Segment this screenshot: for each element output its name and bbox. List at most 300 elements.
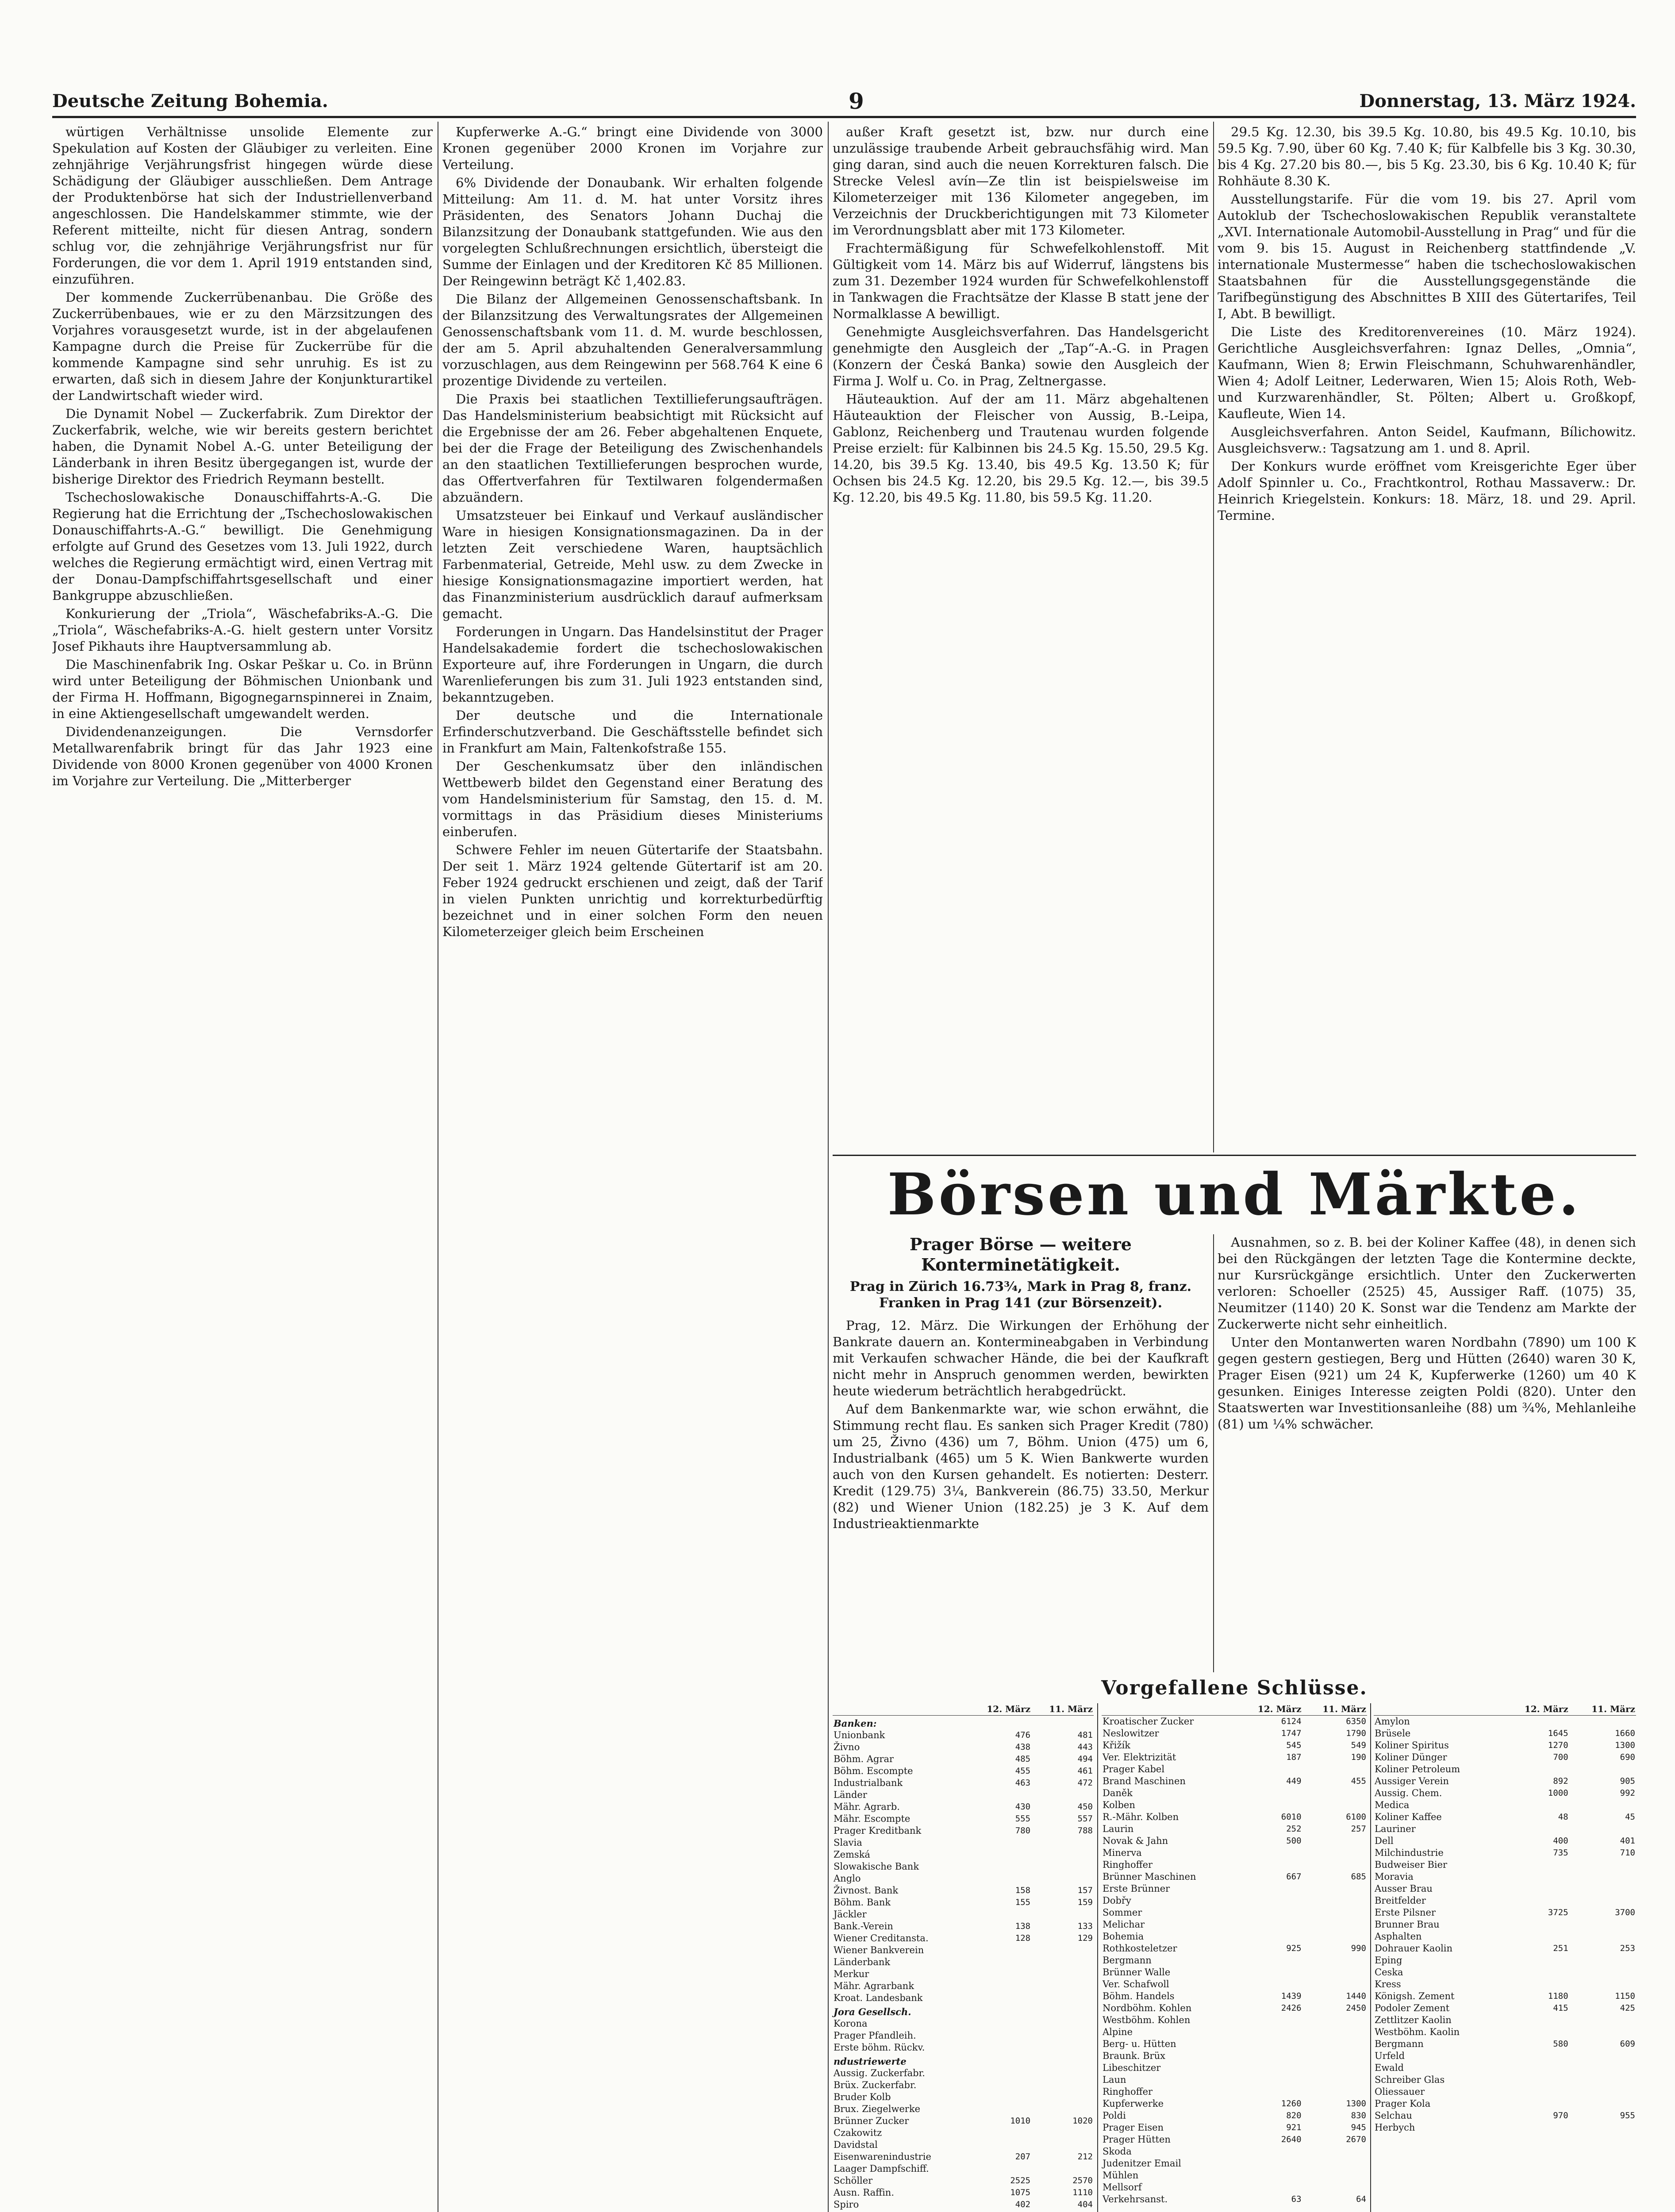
- quote-value: [1569, 2014, 1636, 2026]
- quote-row: [1374, 2098, 1636, 2110]
- article-paragraph: Die Dynamit Nobel — Zuckerfabrik. Zum Direktor der Zuckerfabrik, welche, wie wir bereits gestern berichtet haben, die Dynamit Nobel A.-G. unter Beteiligung der Länderbank in ihren Besitz übergegangen ist, wurde der bisherige Direktor des Friedrich Reymann bestellt.: [52, 406, 433, 487]
- security-name: Länderbank: [834, 1957, 891, 1967]
- security-name: Länder: [834, 1790, 867, 1800]
- security-name: Amylon: [1375, 1716, 1410, 1727]
- quote-value: [1569, 1966, 1636, 1978]
- quote-value: [1302, 2026, 1367, 2038]
- quote-value: 64: [1356, 2194, 1366, 2204]
- quote-value: 788: [1077, 1826, 1093, 1836]
- quote-value: [969, 2030, 1031, 2042]
- quote-row: [1102, 1895, 1367, 1907]
- quote-row: [1374, 1978, 1636, 1990]
- security-name: Oliessauer: [1375, 2086, 1425, 2097]
- security-name: R.-Mähr. Kolben: [1103, 1812, 1179, 1822]
- quote-row: [1374, 2026, 1636, 2038]
- security-name: Merkur: [834, 1969, 869, 1979]
- quote-value: [1302, 1978, 1367, 1990]
- quote-row: [1374, 1871, 1636, 1883]
- security-name: Ringhoffer: [1103, 2086, 1153, 2097]
- market-report-column-2: [1218, 1234, 1636, 1677]
- quote-value: [969, 2163, 1031, 2175]
- quote-value: 207: [1015, 2152, 1031, 2162]
- quote-value: [1302, 2170, 1367, 2181]
- security-name: Braunk. Brüx: [1103, 2051, 1165, 2061]
- quote-row: [1102, 1943, 1367, 1955]
- quote-row: [833, 1789, 1094, 1801]
- article-paragraph: Kupferwerke A.-G.“ bringt eine Dividende von 3000 Kronen gegenüber 2000 Kronen im Vorjahre zur Verteilung.: [442, 124, 823, 172]
- security-name: Herbych: [1375, 2122, 1415, 2133]
- quote-row: [1374, 1811, 1636, 1823]
- quote-value: [969, 1909, 1031, 1920]
- quote-row: [1102, 1751, 1367, 1763]
- quote-value: [1237, 1763, 1302, 1775]
- quote-value: [1569, 1931, 1636, 1943]
- article-paragraph: Ausgleichsverfahren. Anton Seidel, Kaufmann, Bílichowitz. Ausgleichsverw.: Tagsatzung am 1. und 8. April.: [1218, 424, 1636, 456]
- security-name: Kroatischer Zucker: [1103, 1716, 1194, 1727]
- security-name: Czakowitz: [834, 2128, 882, 2138]
- quote-value: [1031, 1992, 1094, 2004]
- quote-value: [1031, 2139, 1094, 2151]
- quote-value: 48: [1558, 1812, 1568, 1822]
- quote-value: [1302, 2158, 1367, 2170]
- quote-value: [969, 2091, 1031, 2103]
- quote-value: [1302, 2014, 1367, 2026]
- security-name: Milchindustrie: [1375, 1847, 1444, 1858]
- quote-value: 2426: [1281, 2003, 1302, 2013]
- security-name: Korona: [834, 2018, 868, 2029]
- quote-value: 6350: [1346, 1717, 1366, 1726]
- security-name: Eping: [1375, 1955, 1402, 1966]
- security-name: Brand Maschinen: [1103, 1776, 1186, 1786]
- security-name: Neslowitzer: [1103, 1728, 1159, 1739]
- quote-value: 450: [1077, 1802, 1093, 1812]
- article-paragraph: Genehmigte Ausgleichsverfahren. Das Handelsgericht genehmigte den Ausgleich der „Tap“-A.-G. in Pragen (Konzern der Česká Banka) sowie den Ausgleich der Firma J. Wolf u. Co. in Prag, Zeltnergasse.: [833, 324, 1209, 388]
- security-name: Novak & Jahn: [1103, 1836, 1168, 1846]
- quote-row: [833, 1849, 1094, 1861]
- quote-value: [1031, 2127, 1094, 2139]
- security-name: Erste Brünner: [1103, 1883, 1170, 1894]
- quote-value: [1237, 2038, 1302, 2050]
- quote-row: [833, 1885, 1094, 1897]
- quote-value: [1237, 2181, 1302, 2193]
- quote-value: 1660: [1615, 1728, 1635, 1738]
- quote-row: [1102, 1835, 1367, 1847]
- quote-value: 129: [1077, 1933, 1093, 1943]
- quote-row: [1102, 2050, 1367, 2062]
- quote-value: [1237, 2026, 1302, 2038]
- article-paragraph: Häuteauktion. Auf der am 11. März abgehaltenen Häuteauktion der Fleischer von Aussig, B.-Leipa, Gablonz, Reichenberg und Trautenau wurden folgende Preise erzielt: für Kalbinnen bis 24.5 Kg. 15.50, 29.5 Kg. 14.20, bis 39.5 Kg. 13.40, bis 49.5 Kg. 13.50 K; für Ochsen bis 24.5 Kg. 12.20, bis 29.5 Kg. 12.—, bis 39.5 Kg. 12.20, bis 49.5 Kg. 11.80, bis 59.5 Kg. 11.20.: [833, 392, 1209, 505]
- quote-value: 549: [1351, 1740, 1366, 1750]
- quote-value: 400: [1553, 1836, 1568, 1846]
- quote-value: 945: [1351, 2123, 1366, 2132]
- article-paragraph: Umsatzsteuer bei Einkauf und Verkauf ausländischer Ware in hiesigen Konsignationsmagazinen. Da in der letzten Zeit verschiedene Waren, hauptsächlich Farbenmaterial, Getreide, Mehl usw. zu dem Zwecke in hiesige Konsignationsmagazine importiert werden, hat das Finanzministerium ausdrücklich darauf aufmerksam gemacht.: [442, 508, 823, 621]
- quote-value: [1502, 1931, 1569, 1943]
- section-rule: [833, 1155, 1636, 1156]
- article-paragraph: Unter den Montanwerten waren Nordbahn (7890) um 100 K gegen gestern gestiegen, Berg und Hütten (2640) waren 30 K, Prager Eisen (921) um 24 K, Kupferwerke (1260) um 40 K gesunken. Einiges Interesse zeigten Poldi (820). Unter den Staatswerten war Investitionsanleihe (88) um ¾%, Mehlanleihe (81) um ¼% schwächer.: [1218, 1335, 1636, 1432]
- quote-value: [1502, 1919, 1569, 1931]
- quote-row: [1102, 1883, 1367, 1895]
- quote-row: [1374, 1751, 1636, 1763]
- page-header: [52, 88, 1636, 117]
- security-name: Wiener Creditansta.: [834, 1933, 929, 1943]
- security-name: Brux. Ziegelwerke: [834, 2104, 921, 2114]
- quote-value: 251: [1553, 1943, 1568, 1953]
- article-paragraph: Der kommende Zuckerrübenanbau. Die Größe des Zuckerrübenbaues, wie er zu den Märzsitzungen des Vorjahres vorausgesetzt wurde, ist in der abgelaufenen Kampagne durch die Preise für Zuckerrübe für die kommende Kampagne sind sehr unruhig. Es ist zu erwarten, daß sich in diesem Jahre der Konjunkturartikel der Landwirtschaft wieder wird.: [52, 290, 433, 403]
- quote-value: 892: [1553, 1776, 1568, 1786]
- quotes-table-2: [1102, 1703, 1367, 2205]
- security-name: Mähr. Agrarbank: [834, 1981, 914, 1991]
- quote-value: [1031, 2103, 1094, 2115]
- quote-row: [1374, 1859, 1636, 1871]
- quote-value: 690: [1620, 1752, 1635, 1762]
- quote-row: [1102, 2134, 1367, 2146]
- security-name: Prager Kreditbank: [834, 1825, 922, 1836]
- article-paragraph: Die Maschinenfabrik Ing. Oskar Peškar u. Co. in Brünn wird unter Beteiligung der Böhmischen Unionbank und der Firma H. Hoffmann, Bigognegarnspinnerei in Znaim, in eine Aktiengesellschaft umgewandelt werden.: [52, 657, 433, 721]
- quote-value: [1031, 1909, 1094, 1920]
- quote-value: [1237, 2086, 1302, 2098]
- quote-row: [833, 2187, 1094, 2199]
- quote-value: [1031, 1944, 1094, 1956]
- security-name: Kroat. Landesbank: [834, 1993, 923, 2003]
- quote-value: [1569, 1883, 1636, 1895]
- quote-row: [1102, 1740, 1367, 1751]
- quote-value: 955: [1620, 2111, 1635, 2120]
- quote-value: 190: [1351, 1752, 1366, 1762]
- quote-value: [1502, 2086, 1569, 2098]
- quote-value: 1270: [1548, 1740, 1568, 1750]
- quote-value: [1302, 2086, 1367, 2098]
- quote-value: 455: [1351, 1776, 1366, 1786]
- security-name: Industrialbank: [834, 1778, 903, 1788]
- security-name: Erste böhm. Rückv.: [834, 2042, 925, 2053]
- quote-row: [1102, 2158, 1367, 2170]
- quote-value: 735: [1553, 1848, 1568, 1858]
- quote-value: [969, 2079, 1031, 2091]
- security-name: Brüsele: [1375, 1728, 1411, 1739]
- quote-value: [1302, 1883, 1367, 1895]
- quote-row: [833, 2067, 1094, 2079]
- column-header: 12. März: [969, 1703, 1031, 1716]
- quote-value: [1302, 1955, 1367, 1966]
- security-name: Davidstal: [834, 2139, 878, 2150]
- security-name: Budweiser Bier: [1375, 1859, 1448, 1870]
- quote-row: [833, 2127, 1094, 2139]
- quote-value: [1502, 1823, 1569, 1835]
- quote-value: 609: [1620, 2039, 1635, 2049]
- quote-row: [1102, 2026, 1367, 2038]
- quote-value: [1502, 2122, 1569, 2134]
- quote-row: [1374, 2086, 1636, 2098]
- security-name: Berg- u. Hütten: [1103, 2039, 1176, 2049]
- article-paragraph: 29.5 Kg. 12.30, bis 39.5 Kg. 10.80, bis 49.5 Kg. 10.10, bis 59.5 Kg. 7.90, über 60 Kg. 7.40 K; für Kalbfelle bis 3 Kg. 30.30, bis 4 Kg. 27.20 bis 80.—, bis 5 Kg. 23.30, bis 6 Kg. 10.40 K; für Rohhäute 8.30 K.: [1218, 124, 1636, 188]
- security-name: Verkehrsanst.: [1103, 2194, 1168, 2204]
- quote-value: [1237, 1907, 1302, 1919]
- quote-value: [1569, 1823, 1636, 1835]
- quote-value: [1502, 1763, 1569, 1775]
- quote-value: [1569, 1763, 1636, 1775]
- article-paragraph: Konkurierung der „Triola“, Wäschefabriks-A.-G. Die „Triola“, Wäschefabriks-A.-G. hielt gestern unter Vorsitz Josef Pikhauts ihre Hauptversammlung ab.: [52, 606, 433, 654]
- quote-row: [833, 1825, 1094, 1837]
- quote-value: [1302, 2181, 1367, 2193]
- quote-value: 415: [1553, 2003, 1568, 2013]
- security-name: Sommer: [1103, 1907, 1142, 1918]
- security-name: Ausser Brau: [1375, 1883, 1433, 1894]
- quote-value: [969, 1992, 1031, 2004]
- quote-row: [1374, 1919, 1636, 1931]
- security-name: Brunner Brau: [1375, 1919, 1440, 1930]
- quote-row: [1102, 2074, 1367, 2086]
- quote-value: [1502, 1799, 1569, 1811]
- security-name: Skoda: [1103, 2146, 1132, 2157]
- quote-value: [1031, 2091, 1094, 2103]
- quote-value: [1302, 1835, 1367, 1847]
- quote-row: [833, 1753, 1094, 1765]
- quote-row: [833, 1777, 1094, 1789]
- security-name: Breitfelder: [1375, 1895, 1426, 1906]
- quote-value: [1302, 1895, 1367, 1907]
- quote-value: [1031, 1873, 1094, 1885]
- quote-row: [1374, 1847, 1636, 1859]
- quote-row: [833, 1932, 1094, 1944]
- quote-value: 476: [1015, 1730, 1031, 1740]
- issue-date: Donnerstag, 13. März 1924.: [1359, 91, 1636, 111]
- quote-value: [1569, 2122, 1636, 2134]
- quote-value: [1302, 1799, 1367, 1811]
- quote-value: 685: [1351, 1872, 1366, 1882]
- quote-row: [1102, 1907, 1367, 1919]
- quote-value: [1569, 2098, 1636, 2110]
- quote-value: [1569, 2026, 1636, 2038]
- quote-value: [1569, 1955, 1636, 1966]
- article-paragraph: Die Praxis bei staatlichen Textillieferungsaufträgen. Das Handelsministerium beabsichtigt mit Rücksicht auf die Ergebnisse der am 26. Feber abgehaltenen Enquete, bei der die Frage der Beteiligung des Zwischenhandels an den staatlichen Textillieferungen besprochen wurde, das Offertverfahren für Textilwaren folgendermaßen abzuändern.: [442, 392, 823, 505]
- column-header: [1102, 1703, 1237, 1716]
- quote-row: [1102, 2146, 1367, 2158]
- security-name: Böhm. Agrar: [834, 1754, 894, 1764]
- quote-value: [1302, 1859, 1367, 1871]
- quote-row: [833, 1897, 1094, 1909]
- quote-value: 1440: [1346, 1991, 1366, 2001]
- quote-value: 2670: [1346, 2135, 1366, 2144]
- quote-row: [833, 1765, 1094, 1777]
- security-name: Unionbank: [834, 1730, 885, 1740]
- quote-row: [1374, 1775, 1636, 1787]
- security-name: Minerva: [1103, 1847, 1142, 1858]
- quote-row: [1374, 1966, 1636, 1978]
- quote-value: 6100: [1346, 1812, 1366, 1822]
- article-column-1: [52, 124, 433, 2212]
- quote-value: [1502, 1716, 1569, 1728]
- quote-value: 158: [1015, 1886, 1031, 1895]
- security-name: Judenitzer Email: [1103, 2158, 1181, 2169]
- quote-value: [1302, 1966, 1367, 1978]
- quote-value: 700: [1553, 1752, 1568, 1762]
- security-name: Brünner Zucker: [834, 2116, 909, 2126]
- quote-row: [833, 1873, 1094, 1885]
- security-name: Laager Dampfschiff.: [834, 2163, 929, 2174]
- quote-value: [969, 2139, 1031, 2151]
- security-name: Königsh. Zement: [1375, 1991, 1455, 2001]
- quote-value: 1790: [1346, 1728, 1366, 1738]
- quote-row: [1102, 2086, 1367, 2098]
- quote-row: [1374, 1763, 1636, 1775]
- market-report-column-1: [833, 1234, 1209, 1677]
- quote-row: [1102, 1728, 1367, 1740]
- quote-value: 905: [1620, 1776, 1635, 1786]
- article-paragraph: Tschechoslowakische Donauschiffahrts-A.-G. Die Regierung hat die Errichtung der „Tschechoslowakischen Donauschiffahrts-A.-G.“ bewilligt. Die Genehmigung erfolgte auf Grund des Gesetzes vom 13. Juli 1922, durch welches die Regierung ermächtigt wird, einen Vertrag mit der Donau-Dampfschiffahrtsgesellschaft und einer Bankgruppe abzuschließen.: [52, 490, 433, 603]
- quote-row: [1102, 1931, 1367, 1943]
- quote-value: [1302, 2050, 1367, 2062]
- security-name: Westböhm. Kaolin: [1375, 2027, 1460, 2037]
- quote-value: [1031, 1837, 1094, 1849]
- quote-value: 212: [1077, 2152, 1093, 2162]
- security-name: Brünner Maschinen: [1103, 1871, 1196, 1882]
- quote-row: [1374, 1716, 1636, 1728]
- quote-row: [1102, 1859, 1367, 1871]
- quote-value: [969, 2018, 1031, 2030]
- quote-value: [969, 1873, 1031, 1885]
- quote-value: [1031, 1849, 1094, 1861]
- quote-value: [1237, 2170, 1302, 2181]
- quote-value: [969, 1980, 1031, 1992]
- security-name: Libeschitzer: [1103, 2062, 1161, 2073]
- quote-value: [1502, 2098, 1569, 2110]
- quote-row: [1102, 1763, 1367, 1775]
- quote-value: [1237, 1919, 1302, 1931]
- security-name: Bergmann: [1375, 2039, 1424, 2049]
- quote-value: 257: [1351, 1824, 1366, 1834]
- quote-row: [1374, 2110, 1636, 2122]
- article-paragraph: Ausstellungstarife. Für die vom 19. bis 27. April vom Autoklub der Tschechoslowakischen Republik veranstaltete „XVI. Internationale Automobil-Ausstellung in Prag“ und für die vom 9. bis 15. August in Reichenberg stattfindende „V. internationale Mustermesse“ haben die tschechoslowakischen Staatsbahnen für die Ausstellungsgegenstände die Tarifbegünstigung des Abschnittes B XIII des Gütertarifes, Teil I, Abt. B bewilligt.: [1218, 192, 1636, 321]
- column-header: [1374, 1703, 1502, 1716]
- quote-value: 3725: [1548, 1908, 1568, 1917]
- quote-value: 667: [1286, 1872, 1302, 1882]
- quote-value: [1237, 1883, 1302, 1895]
- quote-value: [1302, 2146, 1367, 2158]
- article-paragraph: Ausnahmen, so z. B. bei der Koliner Kaffee (48), in denen sich bei den Rückgängen der letzten Tage die Kontermine deckte, nur Kursrückgänge ersichtlich. Unter den Zuckerwerten verloren: Schoeller (2525) 45, Aussiger Raff. (1075) 35, Neumitzer (1140) 20 K. Sonst war die Tendenz am Markte der Zuckerwerte nicht sehr einheitlich.: [1218, 1235, 1636, 1332]
- newspaper-name: Deutsche Zeitung Bohemia.: [52, 91, 328, 111]
- quote-value: 1075: [1010, 2188, 1031, 2197]
- quote-row: [1102, 2014, 1367, 2026]
- quote-value: [969, 1789, 1031, 1801]
- quote-value: [969, 2127, 1031, 2139]
- column-header: 12. März: [1237, 1703, 1302, 1716]
- quote-row: [1374, 1787, 1636, 1799]
- quote-row: [1102, 2098, 1367, 2110]
- quote-value: [1237, 2062, 1302, 2074]
- quote-value: 157: [1077, 1886, 1093, 1895]
- security-name: Ausn. Raffin.: [834, 2187, 894, 2198]
- quote-row: [833, 2199, 1094, 2211]
- quote-value: 557: [1077, 1814, 1093, 1824]
- quote-value: [1502, 1883, 1569, 1895]
- security-name: Poldi: [1103, 2110, 1126, 2121]
- security-name: Asphalten: [1375, 1931, 1422, 1942]
- article-paragraph: Die Bilanz der Allgemeinen Genossenschaftsbank. In der Bilanzsitzung des Verwaltungsrates der Allgemeinen Genossenschaftsbank vom 11. d. M. wurde beschlossen, der am 5. April abzuhaltenden Generalversammlung vorzuschlagen, aus dem Reingewinn per 568.764 K eine 6 prozentige Dividende zu verteilen.: [442, 292, 823, 388]
- security-name: Eisenwarenindustrie: [834, 2151, 931, 2162]
- quote-value: [969, 1968, 1031, 1980]
- column-header: [833, 1703, 969, 1716]
- quote-value: [1569, 1871, 1636, 1883]
- quote-value: [1502, 2062, 1569, 2074]
- quote-row: [1374, 1955, 1636, 1966]
- quote-row: [1374, 2062, 1636, 2074]
- quote-row: [833, 1980, 1094, 1992]
- quote-value: [1569, 1895, 1636, 1907]
- quote-row: [833, 2042, 1094, 2054]
- quote-row: [833, 2091, 1094, 2103]
- quote-value: [1569, 1859, 1636, 1871]
- quote-row: [1374, 1907, 1636, 1919]
- security-name: Spiro: [834, 2199, 859, 2210]
- security-name: Zemská: [834, 1849, 870, 1860]
- security-name: Nordböhm. Kohlen: [1103, 2003, 1192, 2013]
- security-name: Kolben: [1103, 1800, 1135, 1810]
- security-name: Ver. Schafwoll: [1103, 1979, 1169, 1989]
- quote-value: 138: [1015, 1921, 1031, 1931]
- quote-row: [1102, 2170, 1367, 2181]
- security-name: Podoler Zement: [1375, 2003, 1450, 2013]
- security-name: Urfeld: [1375, 2051, 1405, 2061]
- quote-value: 1747: [1281, 1728, 1302, 1738]
- quote-row: [1102, 1847, 1367, 1859]
- security-name: Mähr. Agrarb.: [834, 1801, 900, 1812]
- quote-row: [833, 2004, 1094, 2018]
- quote-value: 6010: [1281, 1812, 1302, 1822]
- quote-row: [833, 1861, 1094, 1873]
- quote-value: 159: [1077, 1897, 1093, 1907]
- article-paragraph: Frachtermäßigung für Schwefelkohlenstoff. Mit Gültigkeit vom 14. März bis auf Widerruf, längstens bis zum 31. Dezember 1924 wurden für Schwefelkohlenstoff in Tankwagen die Frachtsätze der Klasse B statt jene der Normalklasse A bewilligt.: [833, 241, 1209, 321]
- quote-value: [969, 2067, 1031, 2079]
- market-dateline: Prag in Zürich 16.73¾, Mark in Prag 8, franz. Franken in Prag 141 (zur Börsenzeit).: [849, 1279, 1192, 1311]
- quote-value: [1031, 2079, 1094, 2091]
- security-name: Melichar: [1103, 1919, 1145, 1930]
- quote-row: [1102, 2062, 1367, 2074]
- quote-row: [1102, 1955, 1367, 1966]
- security-name: Mühlen: [1103, 2170, 1139, 2181]
- quote-value: [1031, 1789, 1094, 1801]
- column-header: 11. März: [1031, 1703, 1094, 1716]
- quote-row: [1102, 1990, 1367, 2002]
- quote-value: 580: [1553, 2039, 1568, 2049]
- quote-value: 133: [1077, 1921, 1093, 1931]
- security-name: Mähr. Escompte: [834, 1813, 910, 1824]
- security-name: Bruder Kolb: [834, 2092, 891, 2102]
- quote-value: [1031, 2018, 1094, 2030]
- article-column-2: [442, 124, 823, 2212]
- quote-value: 921: [1286, 2123, 1302, 2132]
- quote-row: [833, 1716, 1094, 1730]
- quote-row: [833, 1837, 1094, 1849]
- security-name: Aussig. Zuckerfabr.: [834, 2068, 925, 2078]
- quote-row: [1374, 2074, 1636, 2086]
- security-name: Dobřy: [1103, 1895, 1131, 1906]
- security-name: Prager Kola: [1375, 2098, 1431, 2109]
- quote-value: [1237, 1847, 1302, 1859]
- security-name: Kupferwerke: [1103, 2098, 1164, 2109]
- security-name: Böhm. Handels: [1103, 1991, 1175, 2001]
- quote-value: 1110: [1072, 2188, 1093, 2197]
- quote-row: [1102, 1787, 1367, 1799]
- quote-row: [1102, 1823, 1367, 1835]
- quote-value: [1569, 2050, 1636, 2062]
- security-name: Koliner Dünger: [1375, 1752, 1447, 1763]
- quote-row: [1374, 2014, 1636, 2026]
- quote-value: 481: [1077, 1730, 1093, 1740]
- quote-value: [1237, 1955, 1302, 1966]
- quote-row: [1102, 2122, 1367, 2134]
- security-name: Ringhoffer: [1103, 1859, 1153, 1870]
- quote-value: [1031, 2042, 1094, 2054]
